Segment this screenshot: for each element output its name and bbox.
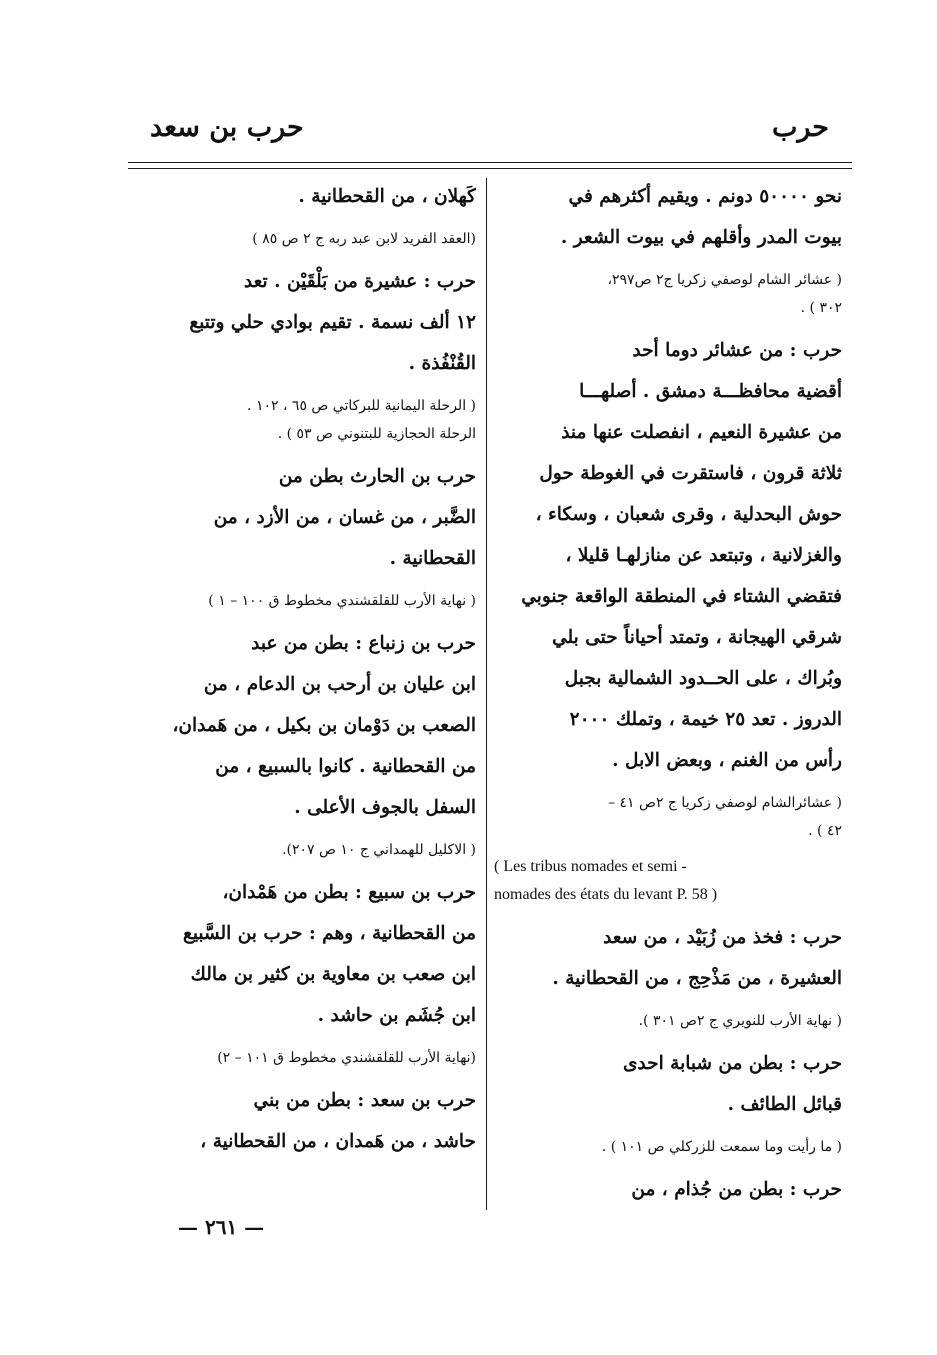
reference-line: ( عشائرالشام لوصفي زكريا ج ٢ص ٤١ – — [608, 795, 842, 811]
entry-text-line: ثلاثة قرون ، فاستقرت في الغوطة حول — [539, 463, 842, 484]
entry-gap — [130, 1072, 476, 1080]
entry-gap — [130, 448, 476, 456]
column-divider — [486, 178, 487, 1210]
entry-text-line: وبُراك ، على الحــدود الشمالية بجبل — [564, 668, 842, 689]
reference-line: ( ما رأيت وما سمعت للزركلي ص ١٠١ ) . — [601, 1139, 842, 1155]
entry-text-line: حرب بن الحارث بطن من — [278, 466, 476, 487]
entry-text-line: حرب بن زنباع : بطن من عبد — [251, 633, 476, 654]
entry-text-line: كَهلان ، من القحطانية . — [298, 186, 476, 207]
entry-text-line: نحو ٥٠٠٠٠ دونم . ويقيم أكثرهم في — [568, 186, 842, 207]
entry-text-line: حرب : من عشائر دوما أحد — [632, 340, 842, 361]
running-header-right: حرب — [771, 112, 829, 143]
entry-text-line: حرب : فخذ من زُبَيْد ، من سعد — [603, 927, 842, 948]
entry-text-line: حرب بن سعد : بطن من بني — [253, 1090, 476, 1111]
entry-text-line: حرب : عشيرة من بَلْقَيْن . تعد — [243, 271, 476, 292]
reference-line: ( الاكليل للهمداني ج ١٠ ص ٢٠٧). — [282, 842, 476, 858]
entry-text-line: الدروز . تعد ٢٥ خيمة ، وتملك ٢٠٠٠ — [569, 709, 842, 730]
entry-gap — [494, 1035, 842, 1043]
entry-text-line: ١٢ ألف نسمة . تقيم بوادي حلي وتتبع — [189, 312, 476, 333]
entry-text-line: من القحطانية . كانوا بالسبيع ، من — [215, 756, 476, 777]
entry-text-line: أقضية محافظـــة دمشق . أصلهـــا — [579, 381, 842, 402]
left-column — [130, 176, 476, 1162]
entry-text-line: بيوت المدر وأقلهم في بيوت الشعر . — [560, 227, 842, 248]
entry-text-line: قبائل الطائف . — [727, 1094, 842, 1115]
reference-line: nomades des états du levant P. 58 ) — [494, 886, 718, 903]
reference-line: (نهاية الأرب للقلقشندي مخطوط ق ١٠١ – ٢) — [217, 1050, 476, 1066]
entry-gap — [130, 1036, 476, 1044]
entry-gap — [130, 384, 476, 392]
entry-gap — [130, 253, 476, 261]
entry-text-line: السفل بالجوف الأعلى . — [294, 797, 476, 818]
entry-gap — [494, 781, 842, 789]
reference-line: ( Les tribus nomades et semi - — [494, 858, 687, 875]
right-column — [494, 176, 842, 1210]
entry-text-line: من عشيرة النعيم ، انفصلت عنها منذ — [561, 422, 842, 443]
reference-line: ٤٢ ) . — [808, 823, 842, 839]
entry-gap — [494, 322, 842, 330]
entry-text-line: شرقي الهيجانة ، وتمتد أحياناً حتى بلي — [552, 627, 842, 648]
entry-text-line: ابن جُشَم بن حاشد . — [317, 1005, 476, 1026]
reference-line: ( عشائر الشام لوصفي زكريا ج٢ ص٢٩٧، — [607, 272, 842, 288]
entry-text-line: ابن عليان بن أرحب بن الدعام ، من — [203, 674, 476, 695]
entry-text-line: حرب بن سبيع : بطن من هَمْدان، — [222, 882, 476, 903]
entry-gap — [494, 258, 842, 266]
entry-gap — [130, 615, 476, 623]
entry-text-line: فتقضي الشتاء في المنطقة الواقعة جنوبي — [521, 586, 842, 607]
entry-text-line: حاشد ، من هَمدان ، من القحطانية ، — [200, 1131, 476, 1152]
entry-gap — [494, 1161, 842, 1169]
entry-text-line: الضَّبر ، من غسان ، من الأزد ، من — [213, 507, 476, 528]
entry-gap — [494, 999, 842, 1007]
entry-gap — [130, 828, 476, 836]
entry-text-line: رأس من الغنم ، وبعض الابل . — [612, 750, 842, 771]
entry-text-line: حوش البحدلية ، وقرى شعبان ، وسكاء ، — [535, 504, 842, 525]
entry-gap — [494, 1125, 842, 1133]
entry-text-line: والغزلانية ، وتبتعد عن منازلهـا قليلا ، — [565, 545, 842, 566]
entry-text-line: من القحطانية ، وهم : حرب بن السَّبيع — [182, 923, 476, 944]
reference-line: ( الرحلة اليمانية للبركاتي ص ٦٥ ، ١٠٢ . — [247, 398, 476, 414]
page-number: — ٢٦١ — — [178, 1215, 265, 1239]
entry-text-line: ابن صعب بن معاوية بن كثير بن مالك — [190, 964, 476, 985]
entry-text-line: حرب : بطن من شبابة احدى — [622, 1053, 842, 1074]
entry-text-line: العشيرة ، من مَذْحِج ، من القحطانية . — [552, 968, 842, 989]
reference-line: ( نهاية الأرب للقلقشندي مخطوط ق ١٠٠ – ١ ) — [208, 593, 476, 609]
entry-gap — [494, 909, 842, 917]
entry-gap — [130, 579, 476, 587]
reference-line: الرحلة الحجازية للبتنوني ص ٥٣ ) . — [277, 426, 476, 442]
entry-gap — [494, 845, 842, 853]
reference-line: ٣٠٢ ) . — [800, 300, 842, 316]
entry-text-line: القحطانية . — [389, 548, 476, 569]
running-header-left: حرب بن سعد — [150, 112, 304, 143]
reference-line: ( نهاية الأرب للنويري ج ٢ص ٣٠١ ). — [638, 1013, 842, 1029]
header-rule-top — [128, 162, 852, 163]
entry-text-line: حرب : بطن من جُذام ، من — [631, 1179, 842, 1200]
entry-gap — [130, 864, 476, 872]
entry-gap — [130, 217, 476, 225]
entry-text-line: الصعب بن دَوْمان بن بكيل ، من هَمدان، — [172, 715, 476, 736]
entry-text-line: القُنْفُذة . — [408, 353, 476, 374]
header-rule-bottom — [128, 168, 852, 169]
reference-line: (العقد الفريد لابن عبد ربه ج ٢ ص ٨٥ ) — [252, 231, 476, 247]
